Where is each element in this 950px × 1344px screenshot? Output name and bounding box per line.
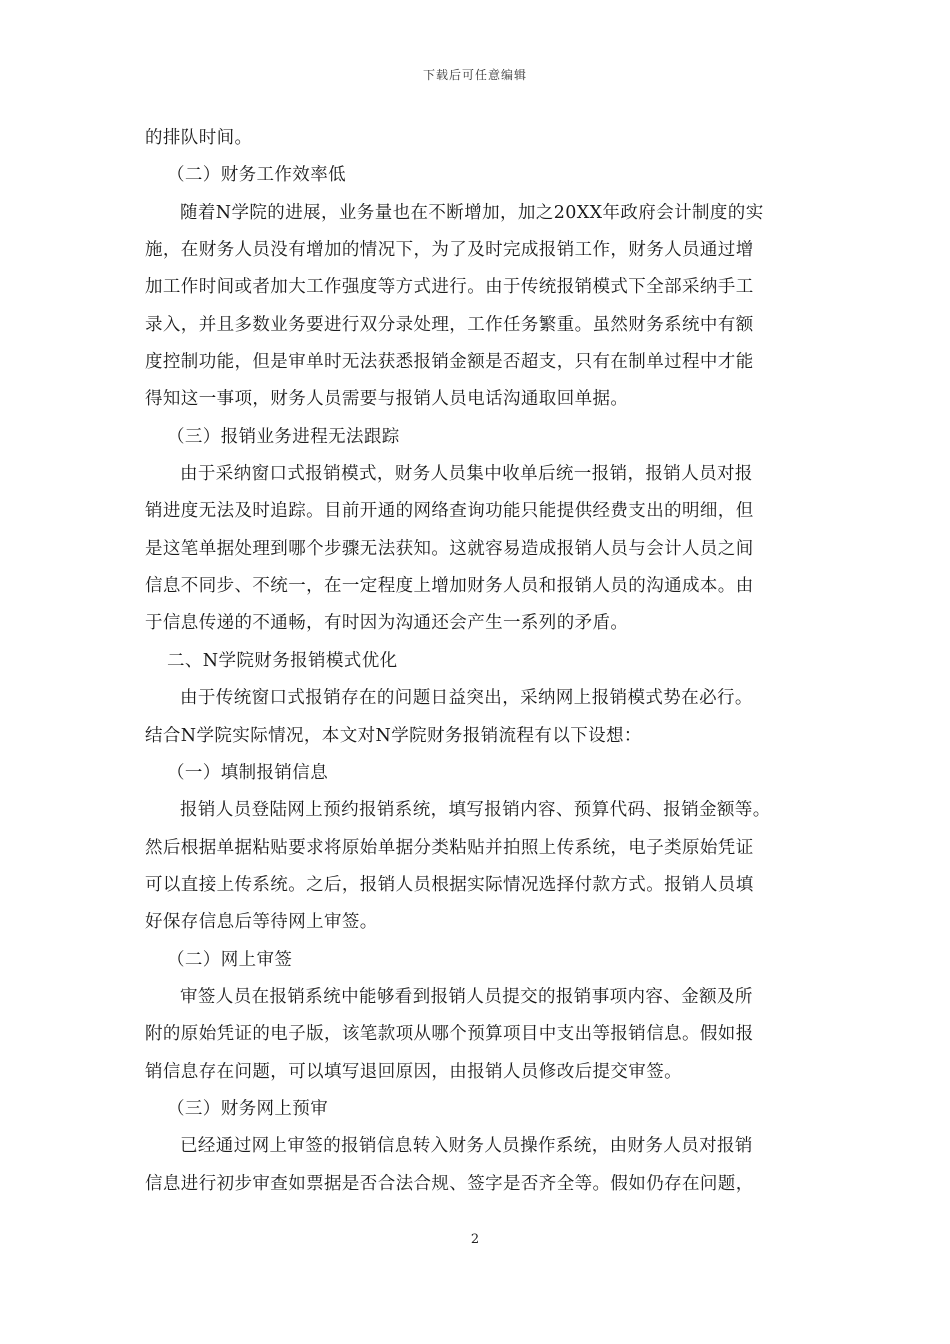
paragraph-first-line: 由于采纳窗口式报销模式，财务人员集中收单后统一报销，报销人员对报 bbox=[180, 464, 753, 485]
section-heading: （三）财务网上预审 bbox=[167, 1098, 329, 1119]
page-number: 2 bbox=[470, 1232, 480, 1247]
text-line: 是这笔单据处理到哪个步骤无法获知。这就容易造成报销人员与会计人员之间 bbox=[145, 538, 754, 559]
text-line: 附的原始凭证的电子版，该笔款项从哪个预算项目中支出等报销信息。假如报 bbox=[145, 1024, 754, 1045]
section-heading: （二）网上审签 bbox=[167, 949, 293, 970]
page-header: 下载后可任意编辑 bbox=[422, 68, 527, 82]
text-line: 加工作时间或者加大工作强度等方式进行。由于传统报销模式下全部采纳手工 bbox=[145, 277, 754, 298]
text-line: 销信息存在问题，可以填写退回原因，由报销人员修改后提交审签。 bbox=[145, 1061, 682, 1082]
text-line: 施，在财务人员没有增加的情况下，为了及时完成报销工作，财务人员通过增 bbox=[145, 240, 754, 261]
text-line: 销进度无法及时追踪。目前开通的网络查询功能只能提供经费支出的明细，但 bbox=[145, 501, 754, 522]
document-body bbox=[145, 120, 805, 1203]
text-line: 信息进行初步审查如票据是否合法合规、签字是否齐全等。假如仍存在问题， bbox=[145, 1173, 754, 1194]
paragraph-first-line: 审签人员在报销系统中能够看到报销人员提交的报销事项内容、金额及所 bbox=[180, 986, 753, 1007]
text-line: 好保存信息后等待网上审签。 bbox=[145, 912, 378, 933]
section-heading: （三）报销业务进程无法跟踪 bbox=[167, 426, 400, 447]
section-heading: 二、N学院财务报销模式优化 bbox=[167, 650, 398, 671]
paragraph-first-line: 已经通过网上审签的报销信息转入财务人员操作系统，由财务人员对报销 bbox=[180, 1136, 753, 1157]
text-line: 可以直接上传系统。之后，报销人员根据实际情况选择付款方式。报销人员填 bbox=[145, 874, 754, 895]
paragraph-first-line: 随着N学院的进展，业务量也在不断增加，加之20XX年政府会计制度的实 bbox=[180, 202, 764, 223]
text-line: 录入，并且多数业务要进行双分录处理，工作任务繁重。虽然财务系统中有额 bbox=[145, 314, 754, 335]
section-heading: （二）财务工作效率低 bbox=[167, 165, 346, 186]
text-line: 然后根据单据粘贴要求将原始单据分类粘贴并拍照上传系统，电子类原始凭证 bbox=[145, 837, 754, 858]
text-line: 得知这一事项，财务人员需要与报销人员电话沟通取回单据。 bbox=[145, 389, 629, 410]
text-line: 的排队时间。 bbox=[145, 128, 253, 148]
text-line: 结合N学院实际情况，本文对N学院财务报销流程有以下设想： bbox=[145, 725, 642, 746]
paragraph-first-line: 报销人员登陆网上预约报销系统，填写报销内容、预算代码、报销金额等。 bbox=[180, 800, 771, 821]
text-line: 于信息传递的不通畅，有时因为沟通还会产生一系列的矛盾。 bbox=[145, 613, 629, 634]
paragraph-first-line: 由于传统窗口式报销存在的问题日益突出，采纳网上报销模式势在必行。 bbox=[180, 688, 753, 709]
section-heading: （一）填制报销信息 bbox=[167, 762, 329, 783]
text-line: 度控制功能，但是审单时无法获悉报销金额是否超支，只有在制单过程中才能 bbox=[145, 352, 754, 373]
text-line: 信息不同步、不统一，在一定程度上增加财务人员和报销人员的沟通成本。由 bbox=[145, 576, 754, 597]
